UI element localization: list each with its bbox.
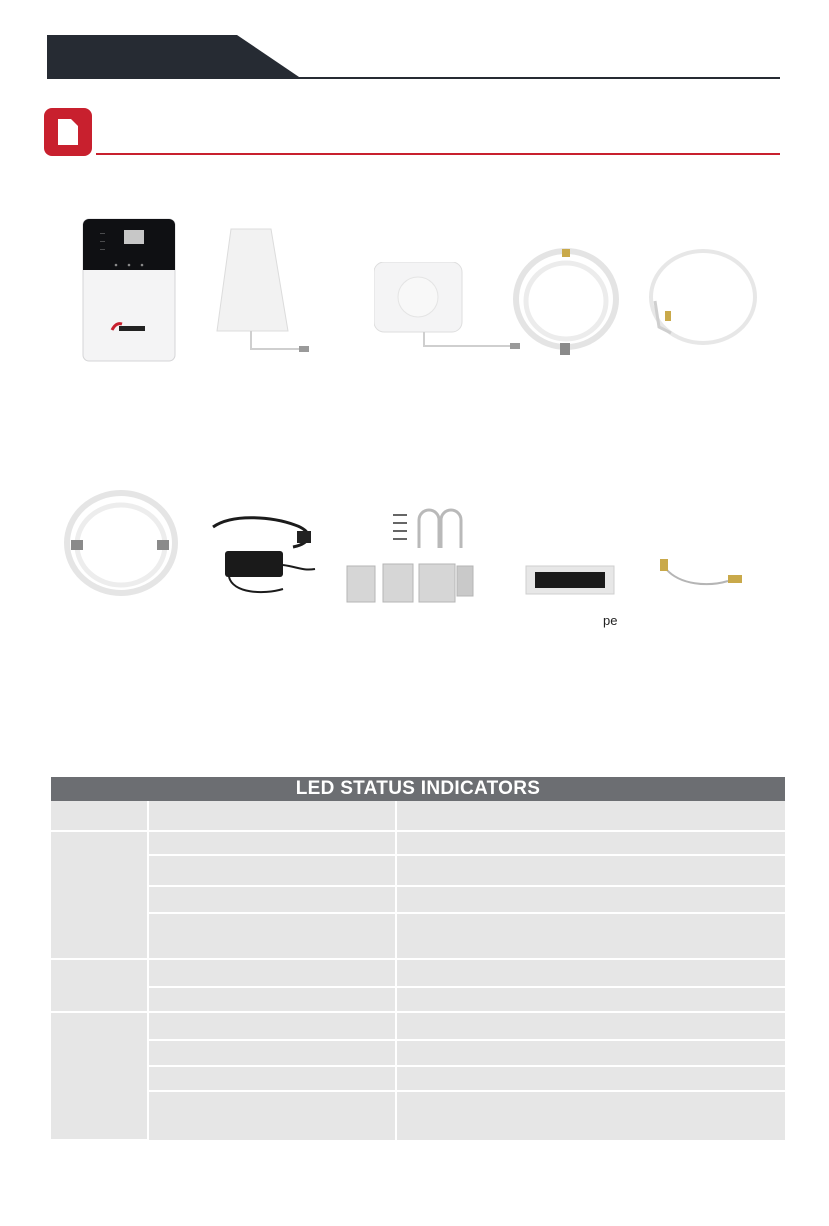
sma-jumper-image [644, 555, 754, 597]
led-status-table [51, 777, 785, 1141]
header-tab [47, 35, 302, 79]
booster-unit-image [82, 218, 176, 362]
yagi-antenna-image [203, 225, 313, 365]
table-row [51, 855, 785, 886]
indoor-antenna-image [374, 262, 522, 354]
table-row [51, 1066, 785, 1091]
table-row [51, 987, 785, 1012]
coax-cable-coil-image [61, 487, 181, 599]
table-row [51, 1040, 785, 1066]
coax-cable-long-image [510, 243, 622, 361]
group-cell [51, 959, 148, 1012]
svg-text:—: — [100, 239, 105, 245]
table-row [51, 1012, 785, 1040]
table-row [51, 886, 785, 913]
mounting-hardware-image [345, 508, 477, 610]
flat-cable-image [525, 565, 615, 595]
header-rule [240, 77, 780, 79]
power-adapter-image [203, 513, 323, 603]
table-row [51, 1091, 785, 1140]
group-cell [51, 831, 148, 959]
svg-text:—: — [100, 247, 105, 253]
coax-cable-short-image [641, 243, 761, 353]
table-row [51, 913, 785, 959]
partial-caption: pe [603, 613, 618, 628]
group-cell [51, 1012, 148, 1140]
led-table-title: LED STATUS INDICATORS [51, 777, 785, 801]
table-header-row [51, 801, 785, 831]
section-rule [96, 153, 780, 155]
document-icon [44, 108, 92, 156]
svg-text:—: — [100, 231, 105, 237]
table-row [51, 959, 785, 987]
table-row [51, 831, 785, 855]
